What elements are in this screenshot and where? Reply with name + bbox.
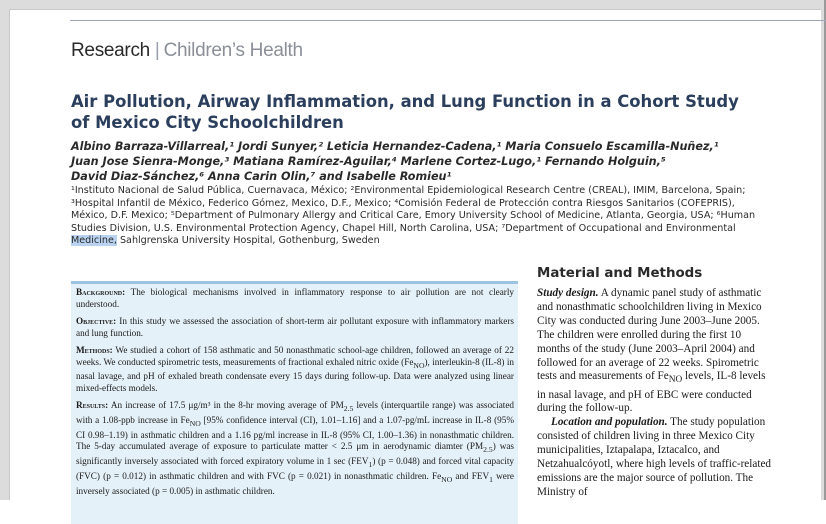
title-line-1: Air Pollution, Airway Inflammation, and Lung Function in a Cohort Study bbox=[71, 92, 739, 111]
abstract-background: Background: The biological mechanisms involved in inflammatory response to air pollution are not clearly understood. bbox=[76, 287, 514, 309]
page-edge-left bbox=[9, 9, 10, 500]
objective-label: Objective: bbox=[76, 315, 117, 326]
article-title bbox=[71, 91, 771, 133]
section-header bbox=[71, 40, 303, 62]
title-line-2: of Mexico City Schoolchildren bbox=[71, 113, 344, 132]
methods-body bbox=[537, 287, 773, 500]
affiliations-text-end: Sahlgrenska University Hospital, Gothenburg, Sweden bbox=[116, 235, 380, 246]
abstract-methods: Methods: We studied a cohort of 158 asthmatic and 50 nonasthmatic school-age children, followed an average of 22 weeks. We conducted spirometric tests, measurements of fractional exhaled nitric oxide $(Fe_{NO})$, interleukin-8 (IL-8) in nasal lavage, and pH of exhaled breath condensate every 15 days during follow-up. Data were analyzed using linear mixed-effects models. bbox=[76, 344, 514, 394]
study-design-label: Study design. bbox=[537, 287, 599, 299]
abstract bbox=[76, 287, 514, 503]
location-paragraph: Location and population. The study population consisted of children living in three Mexico City municipalities, Iztapalapa, Iztacalco, and Netzahualcóyotl, where high levels of traffic-related emissions are the major source of pollution. The Ministry of bbox=[537, 416, 772, 498]
search-highlight[interactable]: Medicine, bbox=[71, 235, 117, 246]
background-label: Background: bbox=[76, 287, 126, 297]
authors-line-3: David Diaz-Sánchez,⁶ Anna Carin Olin,⁷ and Isabelle Romieu¹ bbox=[71, 170, 452, 183]
affiliations bbox=[71, 185, 761, 248]
authors-line-2: Juan Jose Sienra-Monge,³ Matiana Ramírez-Aguilar,⁴ Marlene Cortez-Lugo,¹ Fernando Holguin,⁵ bbox=[71, 155, 666, 168]
study-design-paragraph: Study design. A dynamic panel study of asthmatic and nonasthmatic schoolchildren living in Mexico City was conducted during June 2003–June 2005. The children were enrolled during the first 10 months of the study (June 2003–April 2004) and followed for an average of 22 weeks. Spirometric tests and measurements of $Fe_{NO}$ levels, IL-8 levels in nasal lavage, and pH of EBC were conducted during the follow-up. bbox=[537, 287, 766, 415]
viewer-frame-top bbox=[0, 0, 826, 9]
location-label: Location and population. bbox=[551, 416, 668, 429]
abstract-results: Results: An increase of 17.5 μg/m³ in the 8-hr moving average of $PM_{2.5}$ levels (interquartile range) was associated with a 1.08-ppb increase in $Fe_{NO}$ [95% confidence interval (CI), 1.01–1.16] and a 1.07-pg/mL increase in IL-8 (95% CI 0.98–1.19) in asthmatic children and a 1.16 pg/ml increase in IL-8 (95% CI, 1.00–1.36) in nonasthmatic children. The 5-day accumulated average of exposure to particulate matter < 2.5 μm in aerodynamic diamter $(PM_{2.5})$ was significantly inversely associated with forced expiratory volume in 1 $\sec (FEV_1) (p = 0.048)$ and forced vital capacity (FVC) (p = 0.012) in asthmatic children and with FVC (p = 0.021) in nonasthmatic children. $Fe_{NO}$ and $FEV_1$ were inversely associated (p = 0.005) in asthmatic children. bbox=[76, 400, 514, 496]
subsection-label: Children’s Health bbox=[163, 40, 303, 61]
section-label: Research bbox=[71, 40, 150, 61]
page-edge-top bbox=[9, 9, 821, 10]
affiliations-text: ¹Instituto Nacional de Salud Pública, Cuernavaca, México; ²Environmental Epidemiological Research Centre (CREAL), IMIM, Barcelona, Spain; ³Hospital Infantil de México, Federico Gómez, Mexico, D.F., Mexico; ⁴Comisión Federal de Protección contra Riesgos Sanitarios (COFEPRIS), México, D.F. Mexico; ⁵Department of Pulmonary Allergy and Critical Care, Emory University School of Medicine, Atlanta, Georgia, USA; ⁶Human Studies Division, U.S. Environmental Protection Agency, Chapel Hill, North Carolina, USA; ⁷Department of Occupational and Environmental bbox=[71, 185, 756, 234]
methods-label: Methods: bbox=[76, 344, 113, 355]
viewer-frame-left bbox=[0, 0, 9, 500]
abstract-objective: Objective: In this study we assessed the association of short-term air pollutant exposure with inflammatory markers and lung function. bbox=[76, 315, 514, 338]
section-separator: | bbox=[154, 40, 160, 61]
header-rule bbox=[70, 20, 826, 21]
authors-line-1: Albino Barraza-Villarreal,¹ Jordi Sunyer,² Leticia Hernandez-Cadena,¹ Maria Consuelo Escamilla-Nuñez,¹ bbox=[71, 140, 719, 153]
author-list bbox=[71, 139, 771, 184]
results-label: Results: bbox=[76, 400, 109, 411]
methods-heading: Material and Methods bbox=[537, 266, 703, 281]
